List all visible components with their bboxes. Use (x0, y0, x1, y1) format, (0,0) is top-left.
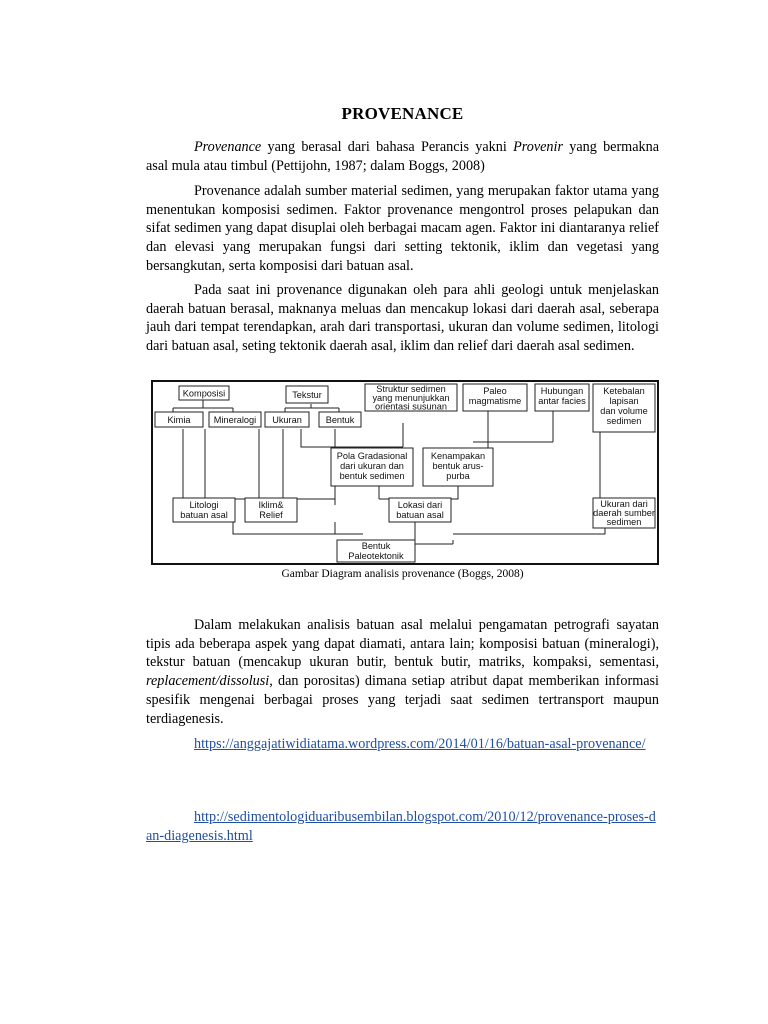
label-litologi-2: batuan asal (180, 510, 228, 520)
label-paleo-2: magmatisme (468, 396, 522, 406)
paragraph-1-text-a: yang berasal dari bahasa Perancis yakni (261, 139, 514, 155)
paragraph-4 (146, 616, 659, 728)
label-hubungan-1: Hubungan (540, 386, 584, 396)
label-ukuran-dari-3: sedimen (606, 517, 642, 527)
label-hubungan-2: antar facies (538, 396, 586, 406)
label-ketebalan-4: sedimen (606, 416, 642, 426)
label-paleotektonik-1: Bentuk (361, 541, 391, 551)
label-struktur-3: orientasi susunan (374, 401, 448, 412)
label-struktur-2: yang menunjukkan (372, 393, 450, 403)
label-kenampakan-1: Kenampakan (430, 451, 486, 461)
paragraph-1 (146, 138, 659, 175)
paragraph-4-text-b: , dan porositas) dimana setiap atribut dapat memberikan informasi spesifik mengenai berbagai proses yang terjadi saat sedimen tertransport maupun terdiagenesis. (146, 673, 659, 727)
label-ukuran-dari-1: Ukuran dari (600, 499, 648, 509)
label-kenampakan-3: purba (446, 471, 470, 481)
paragraph-1-text-b: yang bermakna asal mula atau timbul (Pettijohn, 1987; dalam Boggs, 2008) (146, 139, 660, 174)
reference-1 (146, 735, 659, 754)
label-bentuk: Bentuk (325, 415, 355, 425)
label-iklim-1: Iklim& (258, 500, 284, 510)
label-paleo-1: Paleo (483, 386, 507, 396)
label-kimia: Kimia (167, 415, 191, 425)
diagram-svg (153, 382, 657, 563)
label-pola-2: dari ukuran dan (340, 461, 404, 471)
label-lokasi-2: batuan asal (396, 510, 444, 520)
label-struktur-1: Struktur sedimen (376, 384, 446, 394)
label-ukuran-dari-2: daerah sumber (593, 508, 655, 518)
label-kenampakan-2: bentuk arus- (432, 461, 484, 471)
label-komposisi: Komposisi (182, 388, 226, 399)
label-ukuran: Ukuran (272, 415, 302, 425)
figure-caption: Gambar Diagram analisis provenance (Boggs, 2008) (281, 568, 524, 580)
label-lokasi-1: Lokasi dari (397, 500, 443, 510)
emphasis-replacement: replacement/dissolusi (146, 673, 270, 690)
label-pola-1: Pola Gradasional (336, 451, 408, 461)
paragraph-4-text-a: Dalam melakukan analisis batuan asal melalui pengamatan petrografi sayatan tipis ada beberapa aspek yang dapat diamati, antara lain; komposisi batuan (mineralogi), tekstur batuan (mencakup ukuran butir, bentuk butir, matriks, kompaksi, sementasi, (146, 617, 659, 671)
reference-link-1[interactable]: https://anggajatiwidiatama.wordpress.com/2014/01/16/batuan-asal-provenance/ (194, 736, 646, 752)
paragraph-3: Pada saat ini provenance digunakan oleh para ahli geologi untuk menjelaskan daerah batuan berasal, maknanya meluas dan mencakup lokasi dari daerah asal, seberapa jauh dari tempat terendapkan, arah dari transportasi, ukuran dan volume sedimen, litologi dari batuan asal, seting tektonik daerah asal, iklim dan relief dari daerah asal sedimen. (146, 282, 659, 355)
label-ketebalan-3: dan volume (600, 406, 648, 416)
reference-2 (146, 808, 659, 845)
label-ketebalan-1: Ketebalan (603, 386, 645, 396)
label-pola-3: bentuk sedimen (339, 471, 405, 481)
emphasis-provenir: Provenir (513, 139, 563, 155)
paragraph-2: Provenance adalah sumber material sedimen, yang merupakan faktor utama yang menentukan komposisi sedimen. Faktor provenance mengontrol proses pelapukan dan sifat sedimen yang dapat disuplai oleh berbagai macam agen. Faktor ini diantaranya relief dan elevasi yang merupakan fungsi dari setting tektonik, iklim dan vegetasi yang bersangkutan, serta komposisi dari batuan asal. (146, 183, 659, 274)
emphasis-provenance: Provenance (194, 139, 262, 155)
label-paleotektonik-2: Paleotektonik (348, 551, 404, 561)
label-litologi-1: Litologi (189, 500, 219, 510)
reference-link-2[interactable]: http://sedimentologiduaribusembilan.blogspot.com/2010/12/provenance-proses-dan-diagenesis.html (146, 809, 656, 844)
label-iklim-2: Relief (259, 510, 283, 520)
provenance-diagram (151, 380, 659, 565)
label-tekstur: Tekstur (292, 390, 322, 400)
label-mineralogi: Mineralogi (213, 415, 257, 425)
label-ketebalan-2: lapisan (609, 396, 639, 406)
document-title: PROVENANCE (341, 104, 464, 123)
